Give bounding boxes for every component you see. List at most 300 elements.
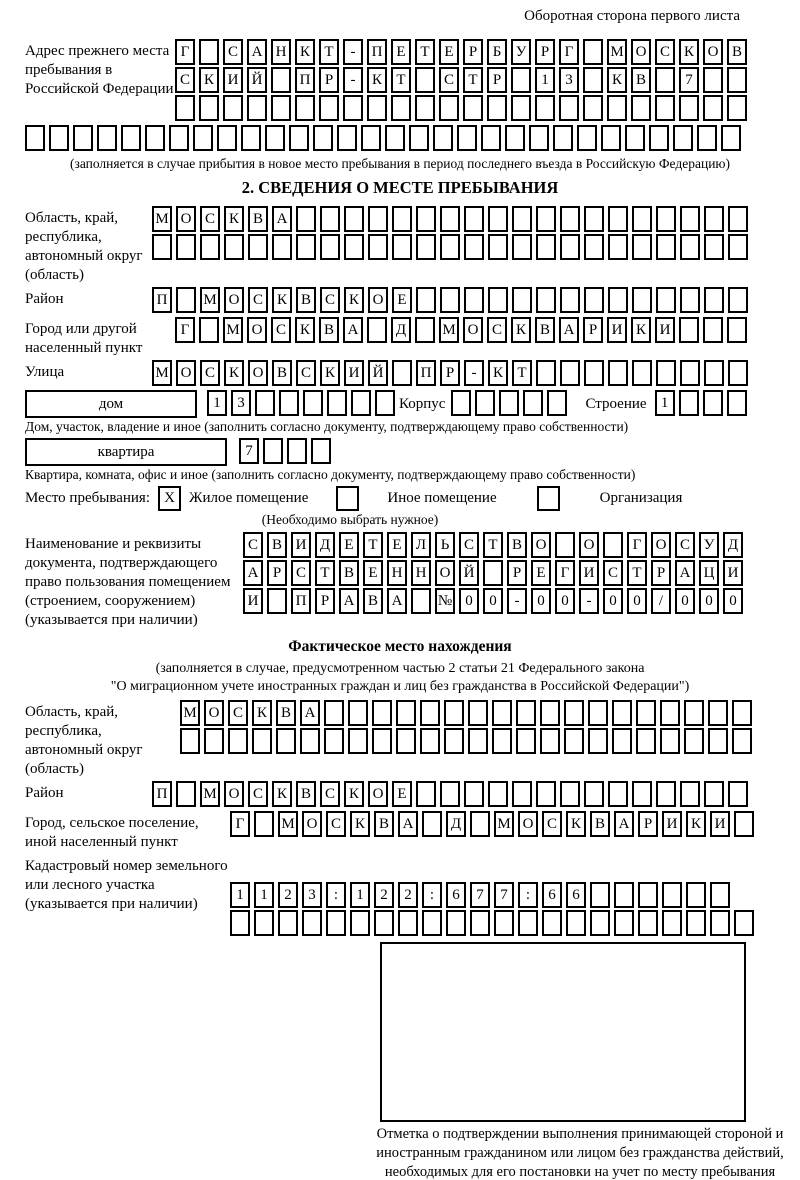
char-cell: [523, 390, 543, 416]
char-cell: 0: [723, 588, 743, 614]
char-cell: [344, 206, 364, 232]
char-cell: [230, 910, 250, 936]
char-cell: Т: [363, 532, 383, 558]
char-cell: О: [224, 287, 244, 313]
stroenie-label: Строение: [585, 396, 647, 412]
char-cell: [368, 206, 388, 232]
char-cell: П: [152, 781, 172, 807]
house-row: [25, 390, 775, 418]
char-cell: Й: [459, 560, 479, 586]
char-cell: [540, 728, 560, 754]
char-cell: Д: [446, 811, 466, 837]
char-cell: В: [507, 532, 527, 558]
char-cell: [199, 39, 219, 65]
char-cell: Т: [319, 39, 339, 65]
char-cell: [584, 781, 604, 807]
char-cell: А: [398, 811, 418, 837]
page-header-note: Оборотная сторона первого листа: [524, 8, 740, 24]
char-cell: [584, 234, 604, 260]
char-cell: Т: [483, 532, 503, 558]
char-cell: Й: [247, 67, 267, 93]
char-cell: [446, 910, 466, 936]
char-cell: П: [291, 588, 311, 614]
char-cell: [710, 910, 730, 936]
char-cell: [444, 728, 464, 754]
char-cell: [655, 95, 675, 121]
char-cell: [409, 125, 429, 151]
char-cell: [708, 700, 728, 726]
char-cell: 3: [559, 67, 579, 93]
char-cell: [295, 95, 315, 121]
char-cell: [193, 125, 213, 151]
char-cell: В: [631, 67, 651, 93]
char-cell: [464, 287, 484, 313]
char-row: [175, 95, 751, 123]
char-cell: [540, 700, 560, 726]
char-cell: [411, 588, 431, 614]
char-cell: С: [243, 532, 263, 558]
prev-address-note: (заполняется в случае прибытия в новое место пребывания в период последнего въезда в Российскую Федерацию): [69, 156, 731, 171]
char-cell: [398, 910, 418, 936]
street-label: Улица: [25, 364, 65, 380]
char-cell: О: [248, 360, 268, 386]
char-cell: 0: [675, 588, 695, 614]
char-cell: -: [579, 588, 599, 614]
char-cell: Е: [363, 560, 383, 586]
char-cell: [439, 95, 459, 121]
char-cell: 0: [627, 588, 647, 614]
stamp-box: [380, 942, 746, 1122]
char-cell: [721, 125, 741, 151]
char-cell: [344, 234, 364, 260]
char-cell: [516, 700, 536, 726]
prev-address-label: Адрес прежнего места пребывания в Российской Федерации: [25, 43, 174, 97]
char-cell: [320, 206, 340, 232]
char-cell: [728, 234, 748, 260]
char-cell: [734, 910, 754, 936]
char-cell: Й: [368, 360, 388, 386]
char-cell: О: [368, 287, 388, 313]
char-cell: Р: [463, 39, 483, 65]
char-cell: [337, 125, 357, 151]
char-cell: К: [295, 317, 315, 343]
char-cell: 0: [699, 588, 719, 614]
char-cell: [152, 234, 172, 260]
char-cell: [588, 728, 608, 754]
char-cell: Е: [531, 560, 551, 586]
char-cell: И: [223, 67, 243, 93]
char-cell: [511, 95, 531, 121]
char-cell: [536, 781, 556, 807]
char-cell: [608, 234, 628, 260]
char-cell: Г: [627, 532, 647, 558]
char-cell: [577, 125, 597, 151]
char-cell: [728, 206, 748, 232]
char-cell: [732, 700, 752, 726]
char-cell: К: [686, 811, 706, 837]
char-cell: [734, 811, 754, 837]
char-cell: 2: [374, 882, 394, 908]
char-cell: К: [224, 206, 244, 232]
char-cell: [351, 390, 371, 416]
char-cell: С: [655, 39, 675, 65]
char-cell: [73, 125, 93, 151]
korpus-cells: [451, 390, 571, 418]
char-cell: [560, 206, 580, 232]
char-cell: [560, 781, 580, 807]
char-cell: [385, 125, 405, 151]
char-cell: [367, 95, 387, 121]
char-cell: С: [326, 811, 346, 837]
char-cell: [680, 206, 700, 232]
char-cell: [348, 728, 368, 754]
char-cell: [488, 287, 508, 313]
char-cell: 0: [459, 588, 479, 614]
char-cell: А: [343, 317, 363, 343]
char-cell: [614, 910, 634, 936]
char-cell: Е: [392, 781, 412, 807]
char-cell: [636, 700, 656, 726]
char-cell: П: [295, 67, 315, 93]
char-cell: [660, 700, 680, 726]
char-cell: Т: [391, 67, 411, 93]
char-cell: [289, 125, 309, 151]
street-block: [25, 360, 775, 388]
char-cell: [415, 317, 435, 343]
char-cell: Е: [339, 532, 359, 558]
char-cell: [708, 728, 728, 754]
char-cell: К: [607, 67, 627, 93]
char-cell: [536, 287, 556, 313]
char-cell: К: [224, 360, 244, 386]
char-cell: [727, 95, 747, 121]
char-cell: [584, 360, 604, 386]
char-cell: 3: [231, 390, 251, 416]
char-cell: [483, 560, 503, 586]
char-cell: [704, 206, 724, 232]
char-cell: [440, 206, 460, 232]
char-cell: [440, 287, 460, 313]
apartment-row: [25, 438, 775, 466]
char-cell: [686, 882, 706, 908]
char-cell: [679, 317, 699, 343]
char-cell: [252, 728, 272, 754]
char-cell: [728, 287, 748, 313]
document-label: Наименование и реквизиты документа, подтверждающего право пользования помещением (строением, сооружением) (указывается при наличии): [25, 536, 231, 628]
char-cell: [662, 882, 682, 908]
char-cell: С: [542, 811, 562, 837]
char-cell: [680, 287, 700, 313]
char-cell: О: [463, 317, 483, 343]
checkbox-residential: X: [158, 486, 181, 511]
prev-address-fullwidth-row: [25, 125, 775, 153]
region-block: [25, 206, 775, 285]
char-cell: К: [199, 67, 219, 93]
char-cell: [416, 287, 436, 313]
char-cell: [583, 39, 603, 65]
char-cell: М: [223, 317, 243, 343]
char-cell: К: [631, 317, 651, 343]
char-cell: [279, 390, 299, 416]
char-cell: В: [296, 287, 316, 313]
char-cell: И: [243, 588, 263, 614]
char-cell: [704, 781, 724, 807]
district-label: Район: [25, 291, 64, 307]
document-cells: [243, 532, 747, 616]
char-cell: [199, 95, 219, 121]
char-cell: В: [319, 317, 339, 343]
char-cell: 7: [470, 882, 490, 908]
char-cell: [536, 360, 556, 386]
char-row: [152, 781, 752, 809]
char-cell: А: [387, 588, 407, 614]
char-cell: 3: [302, 882, 322, 908]
char-cell: С: [291, 560, 311, 586]
char-row: [152, 206, 752, 234]
char-cell: [512, 206, 532, 232]
char-cell: [468, 728, 488, 754]
char-cell: [375, 390, 395, 416]
char-cell: [727, 317, 747, 343]
char-cell: [638, 882, 658, 908]
char-cell: 7: [239, 438, 259, 464]
char-cell: Р: [507, 560, 527, 586]
char-cell: М: [439, 317, 459, 343]
char-cell: [223, 95, 243, 121]
char-cell: С: [459, 532, 479, 558]
char-cell: [327, 390, 347, 416]
char-cell: [590, 882, 610, 908]
actual-location-note-line2: "О миграционном учете иностранных граждан и лиц без гражданства в Российской Федерации"): [110, 679, 690, 694]
char-cell: [488, 234, 508, 260]
char-cell: О: [302, 811, 322, 837]
char-cell: В: [296, 781, 316, 807]
char-cell: [368, 234, 388, 260]
char-cell: Т: [463, 67, 483, 93]
char-cell: О: [176, 206, 196, 232]
char-cell: О: [703, 39, 723, 65]
cadastral-label: Кадастровый номер земельного или лесного участка (указывается при наличии): [25, 858, 228, 912]
char-cell: Ь: [435, 532, 455, 558]
char-cell: Р: [487, 67, 507, 93]
char-cell: [464, 206, 484, 232]
char-cell: 7: [494, 882, 514, 908]
char-cell: [555, 532, 575, 558]
char-cell: 6: [566, 882, 586, 908]
char-cell: 1: [655, 390, 675, 416]
char-cell: [697, 125, 717, 151]
char-cell: М: [152, 206, 172, 232]
char-cell: Т: [627, 560, 647, 586]
house-note: Дом, участок, владение и иное (заполнить согласно документу, подтверждающему право собственности): [25, 419, 629, 434]
prev-address-cells: [175, 39, 751, 123]
char-cell: 0: [483, 588, 503, 614]
char-cell: [313, 125, 333, 151]
char-cell: [217, 125, 237, 151]
char-cell: А: [614, 811, 634, 837]
char-cell: -: [343, 39, 363, 65]
char-cell: :: [518, 882, 538, 908]
char-cell: А: [247, 39, 267, 65]
char-cell: К: [272, 287, 292, 313]
char-cell: О: [368, 781, 388, 807]
char-cell: К: [488, 360, 508, 386]
char-cell: [302, 910, 322, 936]
char-row: [152, 360, 752, 388]
char-cell: [415, 67, 435, 93]
char-cell: [475, 390, 495, 416]
char-cell: С: [228, 700, 248, 726]
char-row: [180, 700, 756, 728]
char-cell: [632, 781, 652, 807]
char-cell: С: [248, 781, 268, 807]
char-cell: [392, 360, 412, 386]
char-cell: У: [511, 39, 531, 65]
char-cell: 7: [679, 67, 699, 93]
checkbox-other-premises: [336, 486, 359, 511]
char-cell: 1: [350, 882, 370, 908]
char-cell: [271, 67, 291, 93]
char-cell: [97, 125, 117, 151]
char-cell: [535, 95, 555, 121]
char-cell: [656, 360, 676, 386]
char-cell: [433, 125, 453, 151]
char-cell: [204, 728, 224, 754]
char-cell: Р: [267, 560, 287, 586]
char-cell: [267, 588, 287, 614]
house-number-cells: [207, 390, 399, 418]
char-cell: Н: [271, 39, 291, 65]
char-cell: И: [710, 811, 730, 837]
char-cell: [656, 287, 676, 313]
char-cell: 6: [542, 882, 562, 908]
char-cell: К: [367, 67, 387, 93]
char-cell: Е: [387, 532, 407, 558]
char-cell: М: [200, 287, 220, 313]
char-cell: Н: [387, 560, 407, 586]
actual-location-note-line1: (заполняется в случае, предусмотренном частью 2 статьи 21 Федерального закона: [155, 661, 645, 676]
char-cell: П: [152, 287, 172, 313]
char-cell: [420, 700, 440, 726]
char-cell: О: [579, 532, 599, 558]
char-cell: [348, 700, 368, 726]
char-cell: В: [590, 811, 610, 837]
char-cell: 0: [603, 588, 623, 614]
char-cell: [499, 390, 519, 416]
char-cell: О: [518, 811, 538, 837]
char-cell: Г: [230, 811, 250, 837]
char-cell: [679, 390, 699, 416]
char-cell: И: [723, 560, 743, 586]
char-cell: Е: [392, 287, 412, 313]
char-cell: [372, 728, 392, 754]
char-cell: [673, 125, 693, 151]
char-cell: [612, 700, 632, 726]
char-cell: Д: [315, 532, 335, 558]
char-cell: К: [350, 811, 370, 837]
char-cell: /: [651, 588, 671, 614]
char-cell: [732, 728, 752, 754]
char-cell: М: [200, 781, 220, 807]
actual-location-title: Фактическое место нахождения: [288, 638, 512, 655]
char-cell: [49, 125, 69, 151]
char-cell: [488, 206, 508, 232]
char-cell: 6: [446, 882, 466, 908]
char-cell: [728, 360, 748, 386]
char-cell: [607, 95, 627, 121]
char-cell: С: [200, 206, 220, 232]
char-cell: Р: [535, 39, 555, 65]
char-cell: [326, 910, 346, 936]
char-cell: Р: [319, 67, 339, 93]
stay-type-note: (Необходимо выбрать нужное): [261, 512, 439, 527]
char-cell: [632, 287, 652, 313]
char-cell: [583, 67, 603, 93]
char-cell: Р: [651, 560, 671, 586]
char-cell: [265, 125, 285, 151]
char-cell: [440, 234, 460, 260]
char-cell: У: [699, 532, 719, 558]
char-cell: [416, 206, 436, 232]
char-cell: С: [223, 39, 243, 65]
char-cell: [656, 234, 676, 260]
char-cell: [547, 390, 567, 416]
char-cell: [444, 700, 464, 726]
char-cell: [703, 67, 723, 93]
char-cell: [684, 700, 704, 726]
char-cell: О: [531, 532, 551, 558]
city2-label: Город, сельское поселение, иной населенный пункт: [25, 815, 199, 850]
char-cell: [296, 206, 316, 232]
char-cell: Г: [175, 317, 195, 343]
char-cell: О: [435, 560, 455, 586]
char-cell: [468, 700, 488, 726]
char-cell: [263, 438, 283, 464]
char-cell: [176, 234, 196, 260]
char-cell: Н: [411, 560, 431, 586]
char-cell: В: [374, 811, 394, 837]
char-cell: [564, 700, 584, 726]
char-cell: А: [243, 560, 263, 586]
char-cell: [608, 206, 628, 232]
char-cell: [703, 317, 723, 343]
char-cell: [680, 360, 700, 386]
char-cell: [287, 438, 307, 464]
char-row: [152, 234, 752, 262]
char-cell: [512, 287, 532, 313]
char-cell: [679, 95, 699, 121]
checkbox-organization: [537, 486, 560, 511]
char-cell: Т: [315, 560, 335, 586]
char-cell: [608, 287, 628, 313]
char-cell: [457, 125, 477, 151]
prev-address-block: [25, 39, 775, 123]
char-cell: [416, 234, 436, 260]
char-cell: [324, 728, 344, 754]
char-cell: [319, 95, 339, 121]
char-cell: [420, 728, 440, 754]
char-cell: [553, 125, 573, 151]
char-cell: [254, 910, 274, 936]
char-cell: [481, 125, 501, 151]
char-cell: О: [176, 360, 196, 386]
char-cell: [564, 728, 584, 754]
region2-block: [25, 700, 775, 779]
char-cell: [391, 95, 411, 121]
char-cell: [662, 910, 682, 936]
region-cells: [152, 206, 752, 262]
char-cell: [228, 728, 248, 754]
